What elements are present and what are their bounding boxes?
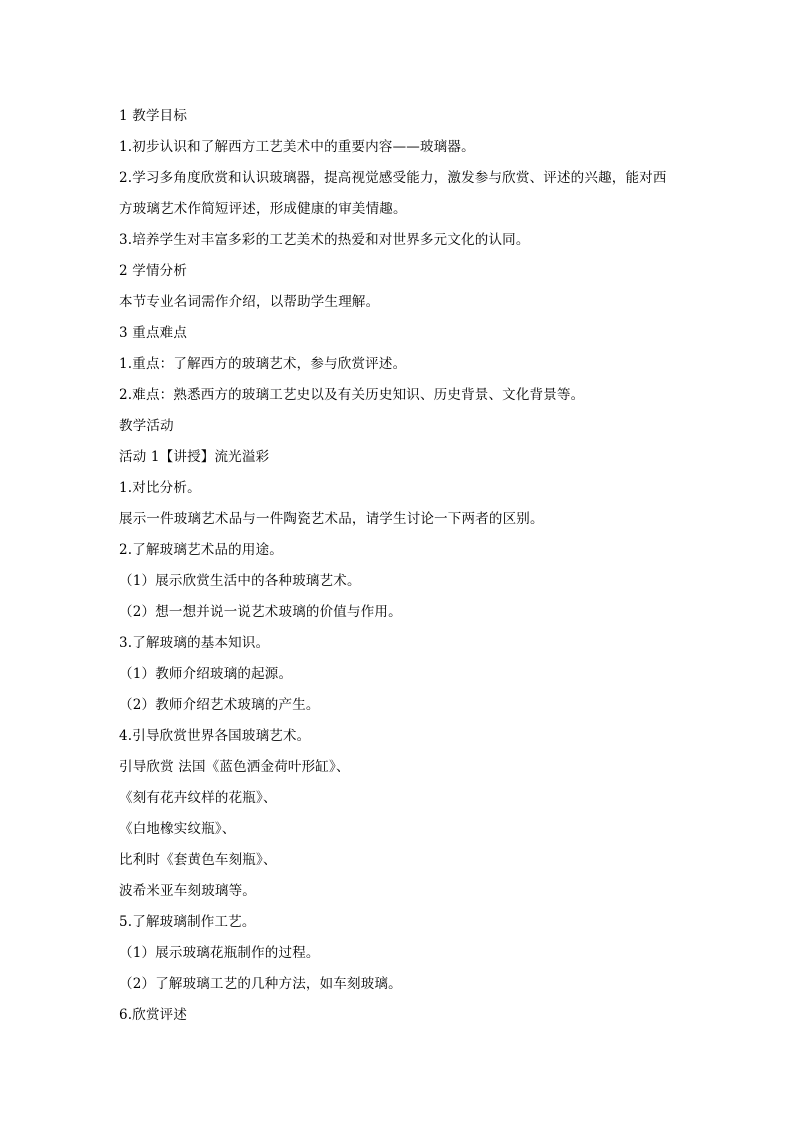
step-4-line-1: 引导欣赏 法国《蓝色洒金荷叶形缸》、: [119, 759, 350, 775]
paragraph-objective-1: 1.初步认识和了解西方工艺美术中的重要内容——玻璃器。: [119, 139, 475, 155]
step-3-item-1: （1）教师介绍玻璃的起源。: [119, 666, 293, 682]
section-heading-key-points: 3 重点难点: [119, 325, 188, 341]
section-heading-analysis: 2 学情分析: [119, 263, 188, 279]
step-3-item-2: （2）教师介绍艺术玻璃的产生。: [119, 697, 320, 713]
step-4-line-2: 《刻有花卉纹样的花瓶》、: [119, 790, 277, 806]
step-2-item-1: （1）展示欣赏生活中的各种玻璃艺术。: [119, 573, 361, 589]
step-4-line-4: 比利时《套黄色车刻瓶》、: [119, 852, 277, 868]
step-4-line-5: 波希米亚车刻玻璃等。: [119, 883, 256, 899]
step-2-heading: 2.了解玻璃艺术品的用途。: [119, 542, 283, 558]
section-heading-activities: 教学活动: [119, 418, 174, 434]
step-5-item-2: （2）了解玻璃工艺的几种方法，如车刻玻璃。: [119, 976, 402, 992]
step-4-heading: 4.引导欣赏世界各国玻璃艺术。: [119, 728, 311, 744]
paragraph-objective-2-continued: 方玻璃艺术作简短评述，形成健康的审美情趣。: [119, 201, 407, 217]
paragraph-objective-3: 3.培养学生对丰富多彩的工艺美术的热爱和对世界多元文化的认同。: [119, 232, 530, 248]
paragraph-analysis: 本节专业名词需作介绍，以帮助学生理解。: [119, 294, 380, 310]
step-4-line-3: 《白地橡实纹瓶》、: [119, 821, 236, 837]
step-2-item-2: （2）想一想并说一说艺术玻璃的价值与作用。: [119, 604, 402, 620]
step-5-heading: 5.了解玻璃制作工艺。: [119, 914, 256, 930]
activity-title: 活动 1【讲授】流光溢彩: [119, 449, 270, 465]
paragraph-objective-2: 2.学习多角度欣赏和认识玻璃器，提高视觉感受能力，激发参与欣赏、评述的兴趣，能对西: [119, 170, 667, 186]
step-1-heading: 1.对比分析。: [119, 480, 201, 496]
paragraph-key-point: 1.重点：了解西方的玻璃艺术，参与欣赏评述。: [119, 356, 407, 372]
step-3-heading: 3.了解玻璃的基本知识。: [119, 635, 270, 651]
paragraph-difficulty: 2.难点：熟悉西方的玻璃工艺史以及有关历史知识、历史背景、文化背景等。: [119, 387, 585, 403]
section-heading-objectives: 1 教学目标: [119, 108, 188, 124]
document-body: [119, 101, 679, 1031]
step-6-heading: 6.欣赏评述: [119, 1007, 188, 1023]
step-1-text: 展示一件玻璃艺术品与一件陶瓷艺术品，请学生讨论一下两者的区别。: [119, 511, 544, 527]
step-5-item-1: （1）展示玻璃花瓶制作的过程。: [119, 945, 320, 961]
